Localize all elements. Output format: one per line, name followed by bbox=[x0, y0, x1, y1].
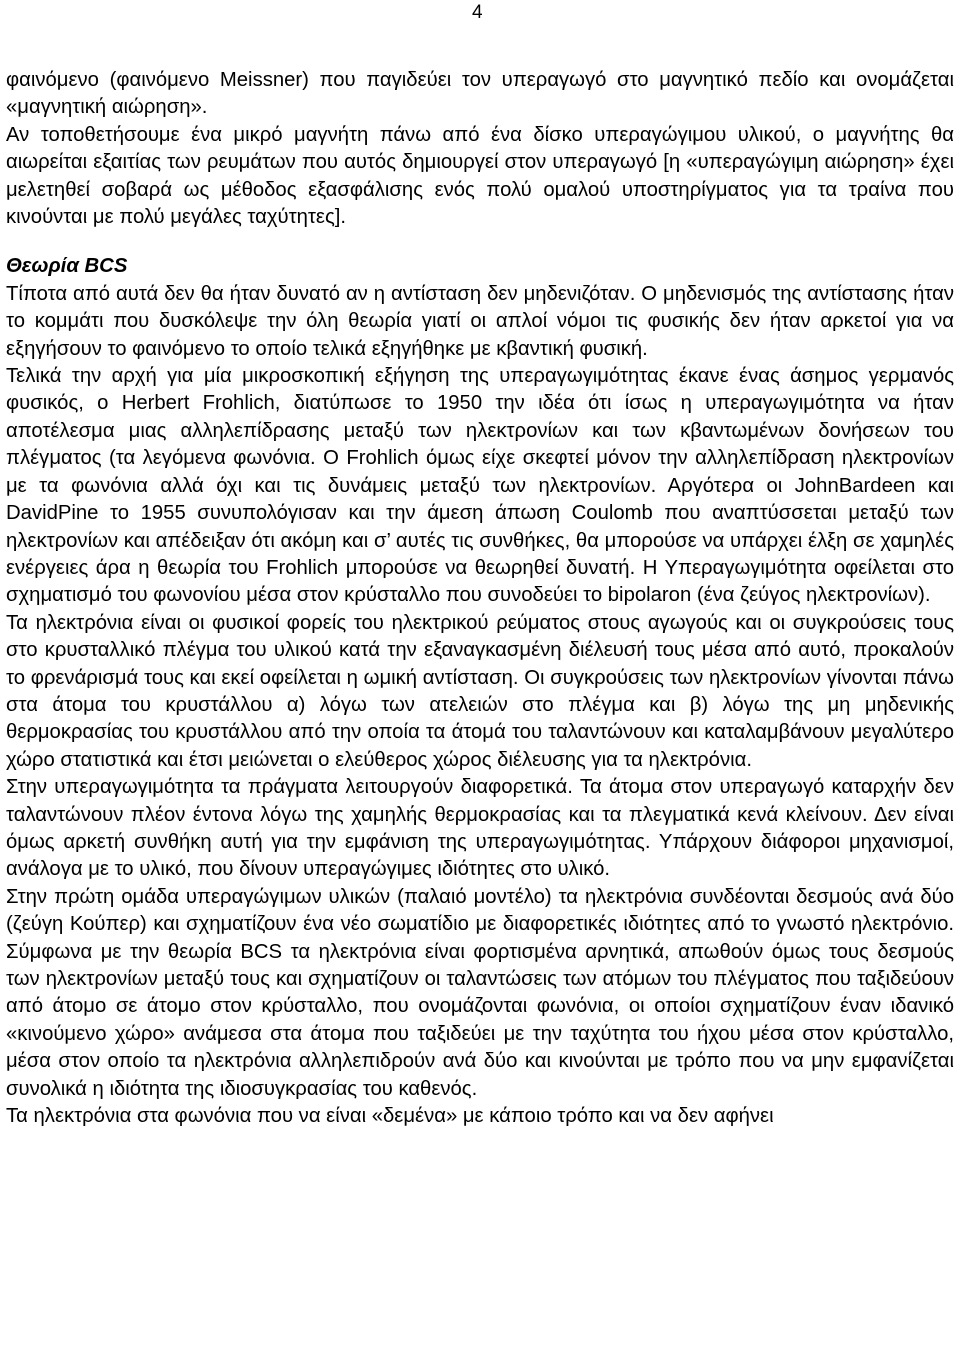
paragraph: Τελικά την αρχή για μία μικροσκοπική εξήγηση της υπεραγωγιμότητας έκανε ένας άσημος γερμανός φυσικός, ο Herbert Frohlich, διατύπωσε το 1950 την ιδέα ότι ίσως η υπεραγωγιμότητα να ήταν αποτέλεσμα μιας αλληλεπίδρασης μεταξύ των ηλεκτρονίων και των κβαντωμένων δονήσεων του πλέγματος (τα λεγόμενα φωνόνια. Ο Frohlich όμως είχε σκεφτεί μόνον την αλληλεπίδραση ηλεκτρονίων με τα φωνόνια αλλά όχι και τις δυνάμεις μεταξύ των ηλεκτρονίων. Αργότερα οι JohnBardeen και DavidPine το 1955 συνυπολόγισαν και την άμεση άπωση Coulomb που αναπτύσσεται μεταξύ των ηλεκτρονίων και απέδειξαν ότι ακόμη και σ’ αυτές τις συνθήκες, θα μπορούσε να υπάρχει έλξη σε χαμηλές ενέργειες άρα η θεωρία του Frohlich μπορούσε να θεωρηθεί δυνατή. Η Υπεραγωγιμότητα οφείλεται στο σχηματισμό του φωνονίου μέσα στον κρύσταλλο που συνοδεύει το bipolaron (ένα ζεύγος ηλεκτρονίων). bbox=[6, 365, 954, 607]
section-heading: Θεωρία BCS bbox=[6, 255, 128, 278]
paragraph: Τα ηλεκτρόνια στα φωνόνια που να είναι «δεμένα» με κάποιο τρόπο και να δεν αφήνει bbox=[6, 1105, 774, 1128]
paragraph-spacer bbox=[6, 231, 954, 253]
paragraph: Στην υπεραγωγιμότητα τα πράγματα λειτουργούν διαφορετικά. Τα άτομα στον υπεραγωγό καταρχήν δεν ταλαντώνουν πλέον έντονα λόγω της χαμηλής θερμοκρασίας και τα πλεγματικά κενά κλείνουν. Δεν είναι όμως αρκετή συνθήκη αυτή για την εμφάνιση της υπεραγωγιμότητας. Υπάρχουν διάφοροι μηχανισμοί, ανάλογα με το υλικό, που δίνουν υπεραγώγιμες ιδιότητες στο υλικό. bbox=[6, 776, 954, 881]
paragraph: Τα ηλεκτρόνια είναι οι φυσικοί φορείς του ηλεκτρικού ρεύματος στους αγωγούς και οι συγκρούσεις τους στο κρυσταλλικό πλέγμα του υλικού κατά την εξαναγκασμένη διέλευσή τους μέσα από αυτό, προκαλούν το φρενάρισμά τους και εκεί οφείλεται η ωμική αντίσταση. Οι συγκρούσεις των ηλεκτρονίων γίνονται πάνω στα άτομα του κρυστάλλου α) λόγω των ατελειών στο πλέγμα και β) λόγω της μη μηδενικής θερμοκρασίας του κρυστάλλου από την οποία τα άτομά του ταλαντώνουν και καταλαμβάνουν μεγαλύτερο χώρο στατιστικά και έτσι μειώνεται ο ελεύθερος χώρος διέλευσης για τα ηλεκτρόνια. bbox=[6, 611, 954, 771]
paragraph: Στην πρώτη ομάδα υπεραγώγιμων υλικών (παλαιό μοντέλο) τα ηλεκτρόνια συνδέονται δεσμούς ανά δύο (ζεύγη Κούπερ) και σχηματίζουν ένα νέο σωματίδιο με διαφορετικές ιδιότητες από το γνωστό ηλεκτρόνιο. Σύμφωνα με την θεωρία BCS τα ηλεκτρόνια είναι φορτισμένα αρνητικά, απωθούν όμως τους δεσμούς των ηλεκτρονίων μεταξύ τους και σχηματίζουν οι ταλαντώσεις των ατόμων του πλέγματος που ταξιδεύουν από άτομο σε άτομο στον κρύσταλλο, που ονομάζονται φωνόνια, οι οποίοι σχηματίζουν έναν ιδανικό «κινούμενο χώρο» ανάμεσα στα άτομα που ταξιδεύει με την ταχύτητα του ήχου μέσα στον κρύσταλλο, μέσα στον οποίο τα ηλεκτρόνια αλληλεπιδρούν ανά δύο και κινούνται με τρόπο που να μην εμφανίζεται συνολικά η ιδιότητα της ιδιοσυγκρασίας του καθενός. bbox=[6, 885, 954, 1100]
paragraph: Αν τοποθετήσουμε ένα μικρό μαγνήτη πάνω από ένα δίσκο υπεραγώγιμου υλικού, ο μαγνήτης θα αιωρείται εξαιτίας των ρευμάτων που αυτός δημιουργεί στον υπεραγωγό [η «υπεραγώγιμη αιώρηση» έχει μελετηθεί σοβαρά ως μέθοδος εξασφάλισης ενός πολύ ομαλού υποστηρίγματος για τα τραίνα που κινούνται με πολύ μεγάλες ταχύτητες]. bbox=[6, 123, 954, 229]
page-number: 4 bbox=[472, 2, 483, 23]
document-body bbox=[6, 67, 954, 1130]
paragraph: Τίποτα από αυτά δεν θα ήταν δυνατό αν η αντίσταση δεν μηδενιζόταν. Ο μηδενισμός της αντίστασης ήταν το κομμάτι που δυσκόλεψε την όλη θεωρία γιατί οι απλοί νόμοι τις φυσικής δεν ήταν αρκετοί για να εξηγήσουν το φαινόμενο το οποίο τελικά εξηγήθηκε με κβαντική φυσική. bbox=[6, 282, 954, 360]
paragraph: φαινόμενο (φαινόμενο Meissner) που παγιδεύει τον υπεραγωγό στο μαγνητικό πεδίο και ονομάζεται «μαγνητική αιώρηση». bbox=[6, 69, 954, 119]
